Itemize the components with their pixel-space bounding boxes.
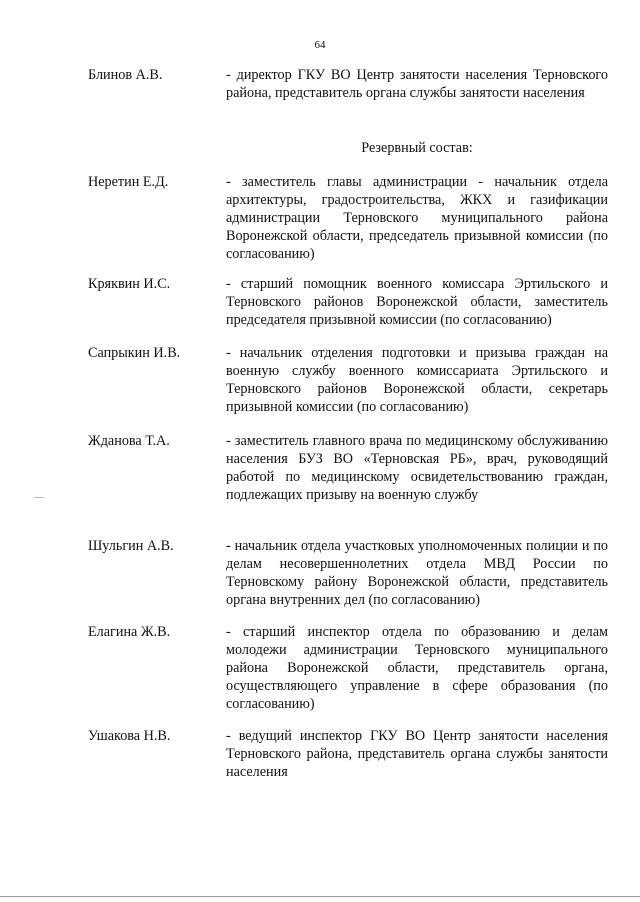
member-name: Ушакова Н.В. (88, 728, 171, 744)
reserve-heading: Резервный состав: (361, 140, 473, 156)
member-name: Жданова Т.А. (88, 433, 170, 449)
member-description: - старший инспектор отдела по образованию и делам молодежи администрации Терновского муниципального района Воронежской области, представитель органа, осуществляющего управление в сфере образования (по согласованию) (226, 624, 608, 712)
member-description: - директор ГКУ ВО Центр занятости населения Терновского района, представитель органа службы занятости населения (226, 67, 608, 101)
member-name: Сапрыкин И.В. (88, 345, 181, 361)
member-description: - заместитель главного врача по медицинскому обслуживанию населения БУЗ ВО «Терновская РБ», врач, руководящий работой по медицинскому освидетельствованию граждан, подлежащих призыву на военную службу (226, 433, 608, 503)
margin-mark (34, 497, 44, 498)
member-name: Кряквин И.С. (88, 276, 171, 292)
member-name: Неретин Е.Д. (88, 174, 169, 190)
member-name: Елагина Ж.В. (88, 624, 171, 640)
scan-edge-line (0, 896, 640, 897)
member-name: Шульгин А.В. (88, 538, 174, 554)
member-description: - ведущий инспектор ГКУ ВО Центр занятости населения Терновского района, представитель органа службы занятости населения (226, 728, 608, 780)
member-description: - заместитель главы администрации - начальник отдела архитектуры, градостроительства, ЖКХ и газификации администрации Терновского муниципального района Воронежской области, председатель призывной комиссии (по согласованию) (226, 174, 608, 262)
member-description: - начальник отделения подготовки и призыва граждан на военную службу военного комиссариата Эртильского и Терновского районов Воронежской области, секретарь призывной комиссии (по согласованию) (226, 345, 608, 415)
member-description: - старший помощник военного комиссара Эртильского и Терновского районов Воронежской области, заместитель председателя призывной комиссии (по согласованию) (226, 276, 608, 328)
page-number: 64 (314, 39, 326, 51)
member-description: - начальник отдела участковых уполномоченных полиции и по делам несовершеннолетних отдела МВД России по Терновскому району Воронежской области, представитель органа внутренних дел (по согласованию) (226, 538, 608, 608)
member-name: Блинов А.В. (88, 67, 163, 83)
